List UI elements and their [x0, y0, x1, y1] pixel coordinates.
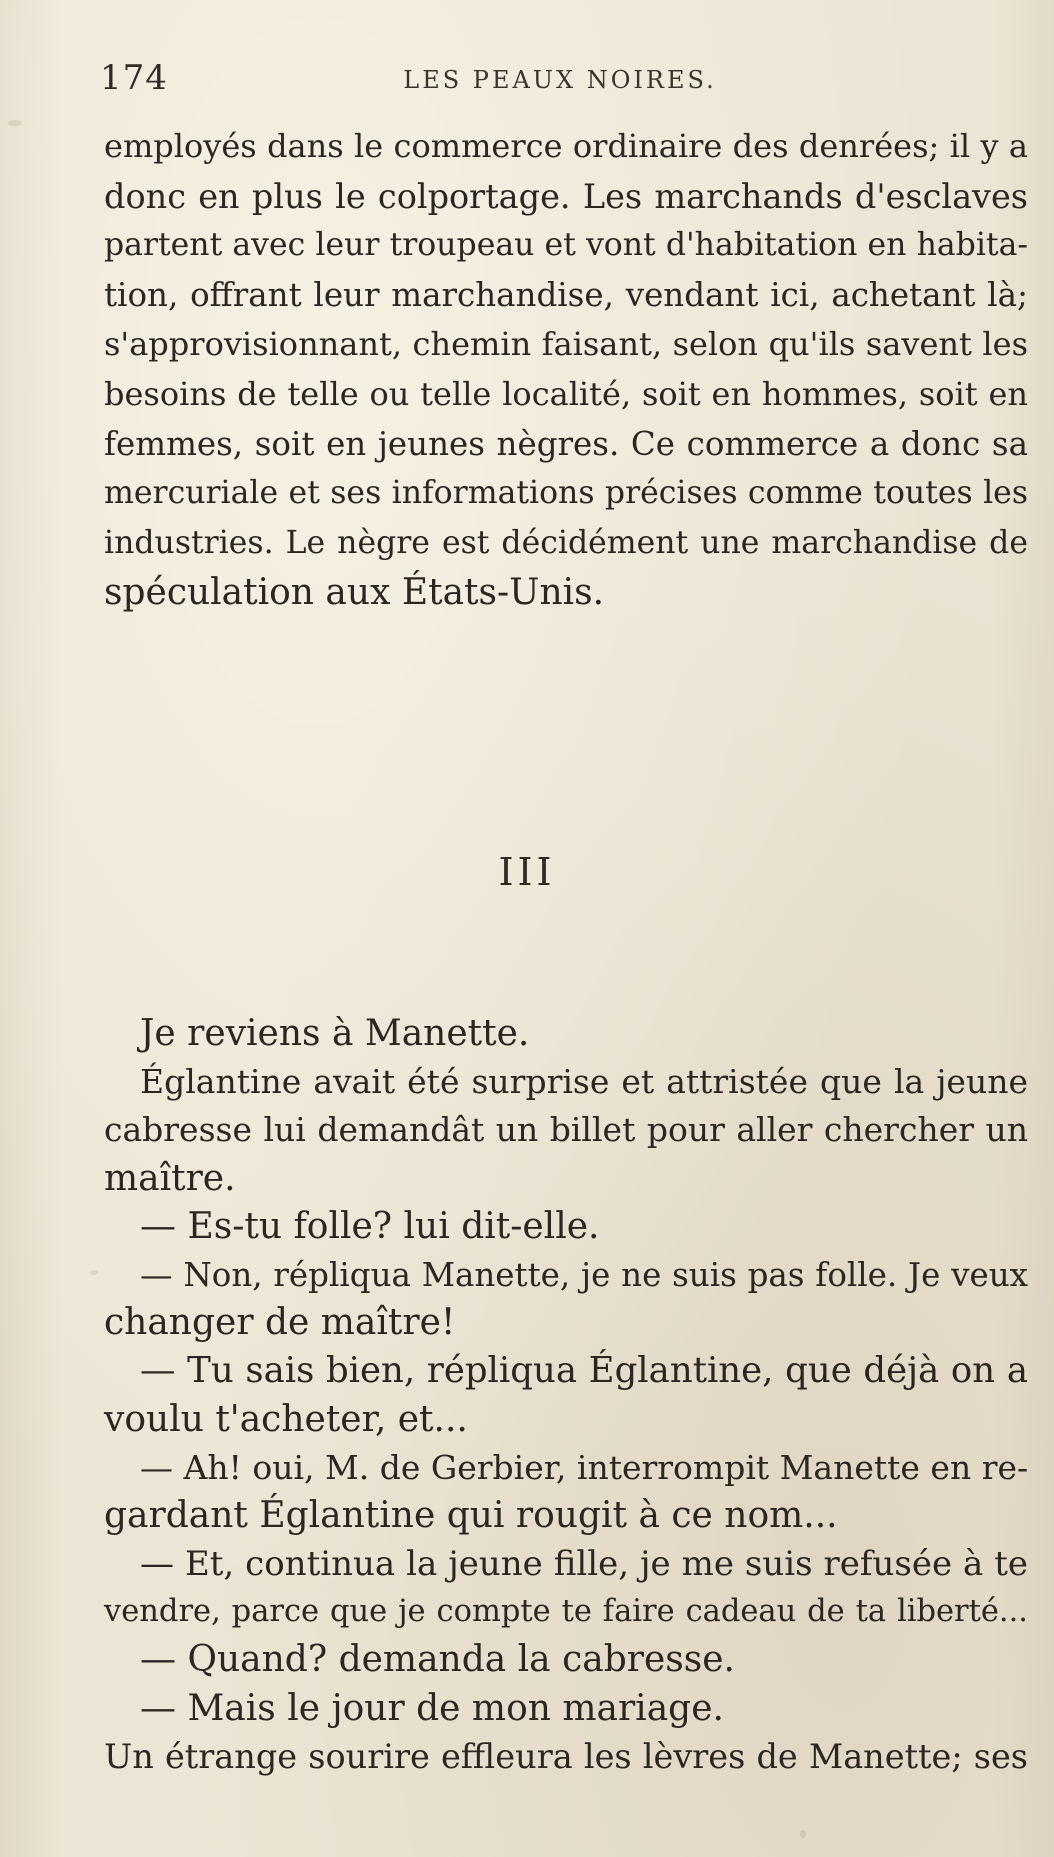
text-line: vendre, parce que je compte te faire cadeau de ta liberté... [104, 1594, 1028, 1630]
paper-stain [8, 120, 22, 126]
running-head [100, 58, 1020, 102]
paper-stain [90, 1270, 98, 1275]
text-line: — Mais le jour de mon mariage. [140, 1687, 724, 1729]
text-line: industries. Le nègre est décidément une marchandise de [104, 524, 1028, 561]
text-line: Un étrange sourire effleura les lèvres de Manette; ses [104, 1736, 1028, 1776]
text-line: partent avec leur troupeau et vont d'habitation en habita- [104, 227, 1028, 264]
chapter-number: III [498, 850, 556, 894]
text-line: — Ah! oui, M. de Gerbier, interrompit Manette en re- [140, 1447, 1029, 1487]
text-line: maître. [104, 1157, 236, 1199]
text-line: changer de maître! [104, 1302, 456, 1344]
text-line: besoins de telle ou telle localité, soit en hommes, soit en [104, 374, 1028, 413]
text-line: tion, offrant leur marchandise, vendant ici, achetant là; [104, 275, 1028, 314]
text-line: Je reviens à Manette. [140, 1013, 530, 1054]
text-line: spéculation aux États-Unis. [104, 572, 605, 614]
paragraph-continuation [104, 122, 1028, 618]
running-title: LES PEAUX NOIRES. [403, 66, 717, 94]
text-line: donc en plus le colportage. Les marchands d'esclaves [104, 176, 1028, 216]
text-line: gardant Églantine qui rougit à ce nom... [104, 1494, 838, 1536]
text-line: — Quand? demanda la cabresse. [140, 1639, 735, 1681]
text-line: femmes, soit en jeunes nègres. Ce commerce a donc sa [104, 424, 1028, 463]
text-line: mercuriale et ses informations précises comme toutes les [104, 475, 1028, 512]
text-line: employés dans le commerce ordinaire des denrées; il y a [104, 127, 1028, 165]
chapter-body [104, 1010, 1028, 1781]
text-line: — Non, répliqua Manette, je ne suis pas folle. Je veux [140, 1255, 1028, 1294]
text-line: s'approvisionnant, chemin faisant, selon qu'ils savent les [104, 325, 1028, 364]
text-line: — Tu sais bien, répliqua Églantine, que déjà on a [140, 1350, 1028, 1392]
text-line: Églantine avait été surprise et attristée que la jeune [140, 1062, 1028, 1102]
text-line: — Es-tu folle? lui dit-elle. [140, 1205, 600, 1247]
text-line: cabresse lui demandât un billet pour aller chercher un [104, 1110, 1028, 1150]
text-line: — Et, continua la jeune fille, je me suis refusée à te [140, 1544, 1028, 1585]
paper-stain [800, 1830, 806, 1838]
text-line: voulu t'acheter, et... [104, 1398, 468, 1440]
page-number: 174 [100, 58, 168, 98]
